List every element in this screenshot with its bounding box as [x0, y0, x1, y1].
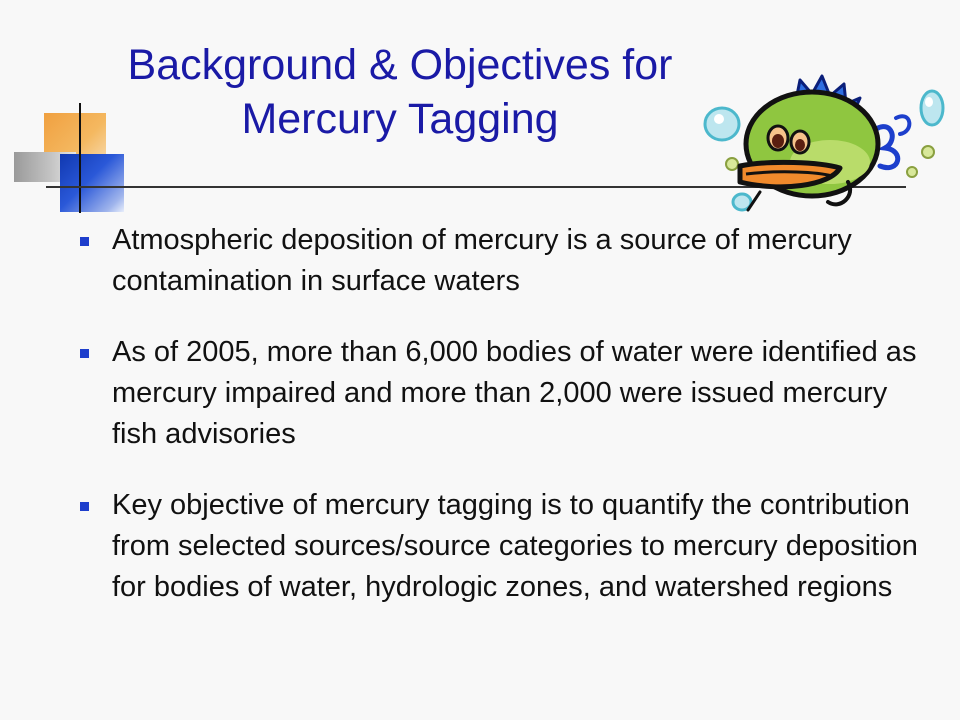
bullet-text: Key objective of mercury tagging is to quantify the contribution from selected sources/source categories to mercury deposition for bodies of water, hydrologic zones, and watershed regions [112, 489, 918, 603]
bullet-text: Atmospheric deposition of mercury is a source of mercury contamination in surface waters [112, 224, 852, 297]
title-line-2: Mercury Tagging [241, 95, 559, 143]
bullet-square-icon [80, 349, 89, 358]
fish-clipart [700, 70, 950, 230]
blue-square [60, 154, 124, 212]
title-line-1: Background & Objectives for [127, 41, 673, 89]
slide-title [120, 38, 680, 146]
bullet-square-icon [80, 237, 89, 246]
bullet-square-icon [80, 502, 89, 511]
list-item [72, 485, 932, 608]
list-item [72, 220, 932, 302]
list-item [72, 332, 932, 455]
bullet-list [72, 220, 932, 638]
vertical-rule [79, 103, 81, 213]
bullet-text: As of 2005, more than 6,000 bodies of water were identified as mercury impaired and more than 2,000 were issued mercury fish advisories [112, 336, 917, 450]
